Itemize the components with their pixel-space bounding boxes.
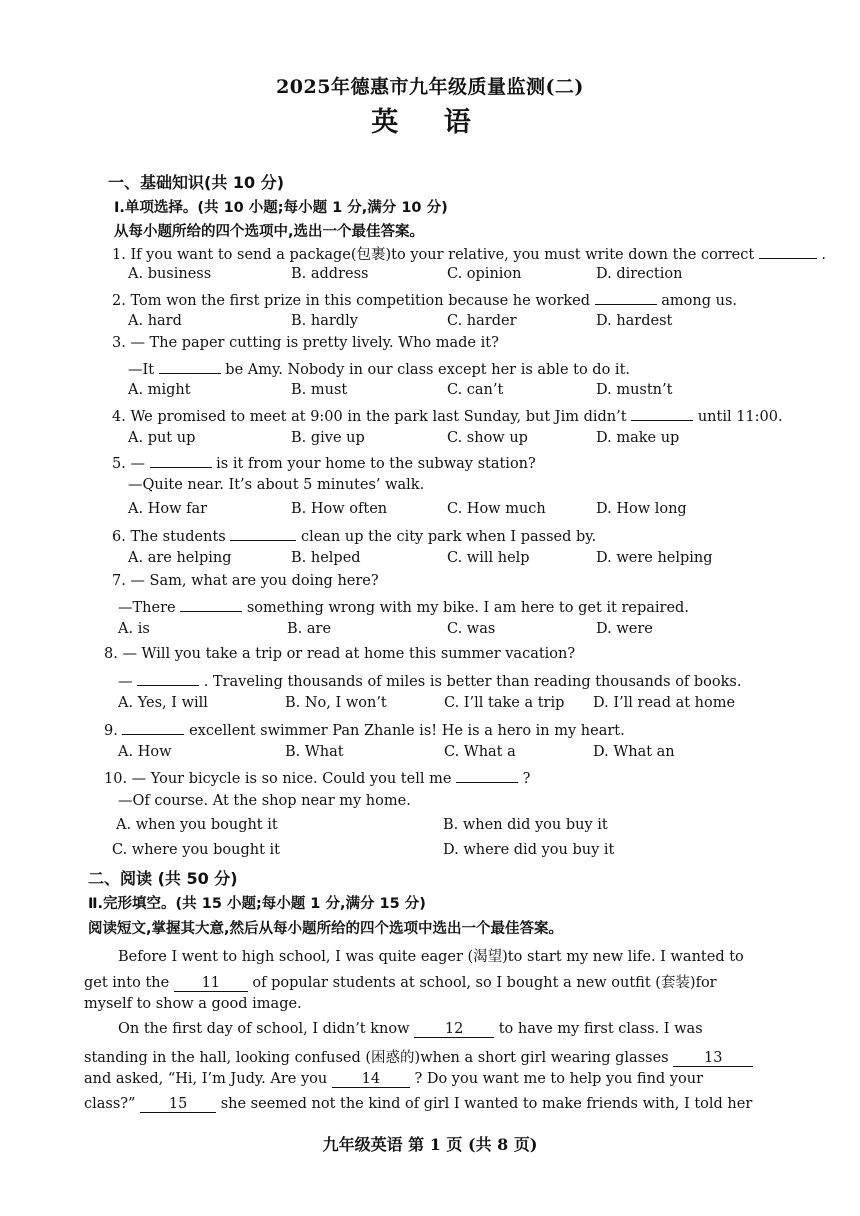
passage-line: class?” 15 she seemed not the kind of girl I wanted to make friends with, I told her [84,1096,753,1112]
answer-blank [137,671,199,686]
option: C. How much [447,501,546,517]
option: C. harder [447,313,517,329]
cloze-blank-12: 12 [414,1021,494,1038]
section2-heading: 二、阅读 (共 50 分) [88,869,238,888]
question-9: 9. excellent swimmer Pan Zhanle is! He is a hero in my heart. [104,720,625,739]
option: B. How often [291,501,388,517]
question-1: 1. If you want to send a package(包裹)to your relative, you must write down the correct . [112,243,826,264]
option: C. What a [444,744,516,760]
option: C. I’ll take a trip [444,695,565,711]
question-2: 2. Tom won the first prize in this competition because he worked among us. [112,290,737,309]
part2-heading: Ⅱ.完形填空。(共 15 小题;每小题 1 分,满分 15 分) [88,896,426,912]
answer-blank [159,359,221,374]
option: A. are helping [128,550,232,566]
option: D. where did you buy it [443,842,615,858]
option: A. is [118,621,150,637]
option: D. were [596,621,653,637]
option: A. put up [128,430,196,446]
page-footer: 九年级英语 第 1 页 (共 8 页) [322,1135,538,1154]
option: B. helped [291,550,361,566]
question-8: 8. — Will you take a trip or read at home this summer vacation? [104,646,576,662]
passage-line: get into the 11 of popular students at school, so I bought a new outfit (套装)for [84,975,717,991]
option: C. opinion [447,266,522,282]
option: A. business [128,266,212,282]
option: A. Yes, I will [118,695,208,711]
question-8-reply: — . Traveling thousands of miles is better than reading thousands of books. [118,671,741,690]
part2-instruction: 阅读短文,掌握其大意,然后从每小题所给的四个选项中选出一个最佳答案。 [88,921,564,937]
subject-title: 英 语 [371,107,489,138]
question-10: 10. — Your bicycle is so nice. Could you tell me ? [104,768,530,787]
option: C. show up [447,430,528,446]
option: A. when you bought it [116,817,278,833]
answer-blank [150,453,212,468]
option: B. address [291,266,369,282]
option: C. where you bought it [112,842,280,858]
option: C. will help [447,550,530,566]
option: B. must [291,382,348,398]
option: B. when did you buy it [443,817,608,833]
option: D. direction [596,266,683,282]
question-3-reply: —It be Amy. Nobody in our class except her is able to do it. [128,359,630,378]
question-5-reply: —Quite near. It’s about 5 minutes’ walk. [128,477,425,493]
part1-instruction: 从每小题所给的四个选项中,选出一个最佳答案。 [114,224,425,240]
answer-blank [180,597,242,612]
option: B. give up [291,430,365,446]
passage-line: standing in the hall, looking confused (困惑的)when a short girl wearing glasses 13 [84,1046,753,1067]
option: C. was [447,621,496,637]
answer-blank [230,526,296,541]
option: A. hard [128,313,182,329]
cloze-blank-14: 14 [332,1071,410,1088]
option: B. No, I won’t [285,695,387,711]
answer-blank [456,768,518,783]
question-7: 7. — Sam, what are you doing here? [112,573,379,589]
exam-title: 2025年德惠市九年级质量监测(二) [276,76,584,98]
answer-blank [631,406,693,421]
cloze-blank-15: 15 [140,1096,216,1113]
passage-line: On the first day of school, I didn’t know 12 to have my first class. I was [118,1021,703,1037]
option: D. What an [593,744,675,760]
passage-line: myself to show a good image. [84,996,302,1012]
option: B. hardly [291,313,358,329]
passage-line: and asked, “Hi, I’m Judy. Are you 14 ? Do you want me to help you find your [84,1071,704,1087]
option: D. How long [596,501,687,517]
option: A. How [118,744,172,760]
option: C. can’t [447,382,504,398]
option: D. mustn’t [596,382,673,398]
option: A. How far [128,501,208,517]
option: B. are [287,621,332,637]
question-10-reply: —Of course. At the shop near my home. [118,793,411,809]
option: B. What [285,744,344,760]
part1-heading: Ⅰ.单项选择。(共 10 小题;每小题 1 分,满分 10 分) [114,200,448,216]
answer-blank [122,720,184,735]
question-5: 5. — is it from your home to the subway station? [112,453,536,472]
answer-blank [595,290,657,305]
question-3: 3. — The paper cutting is pretty lively. Who made it? [112,335,499,351]
question-6: 6. The students clean up the city park when I passed by. [112,526,596,545]
answer-blank [759,244,817,259]
option: D. I’ll read at home [593,695,736,711]
option: D. hardest [596,313,673,329]
option: D. were helping [596,550,713,566]
question-4: 4. We promised to meet at 9:00 in the park last Sunday, but Jim didn’t until 11:00. [112,406,783,425]
passage-line: Before I went to high school, I was quite eager (渴望)to start my new life. I wanted to [118,949,744,965]
section1-heading: 一、基础知识(共 10 分) [108,173,285,192]
cloze-blank-13: 13 [673,1050,753,1067]
option: D. make up [596,430,680,446]
option: A. might [128,382,191,398]
cloze-blank-11: 11 [174,975,248,992]
question-7-reply: —There something wrong with my bike. I am here to get it repaired. [118,597,689,616]
